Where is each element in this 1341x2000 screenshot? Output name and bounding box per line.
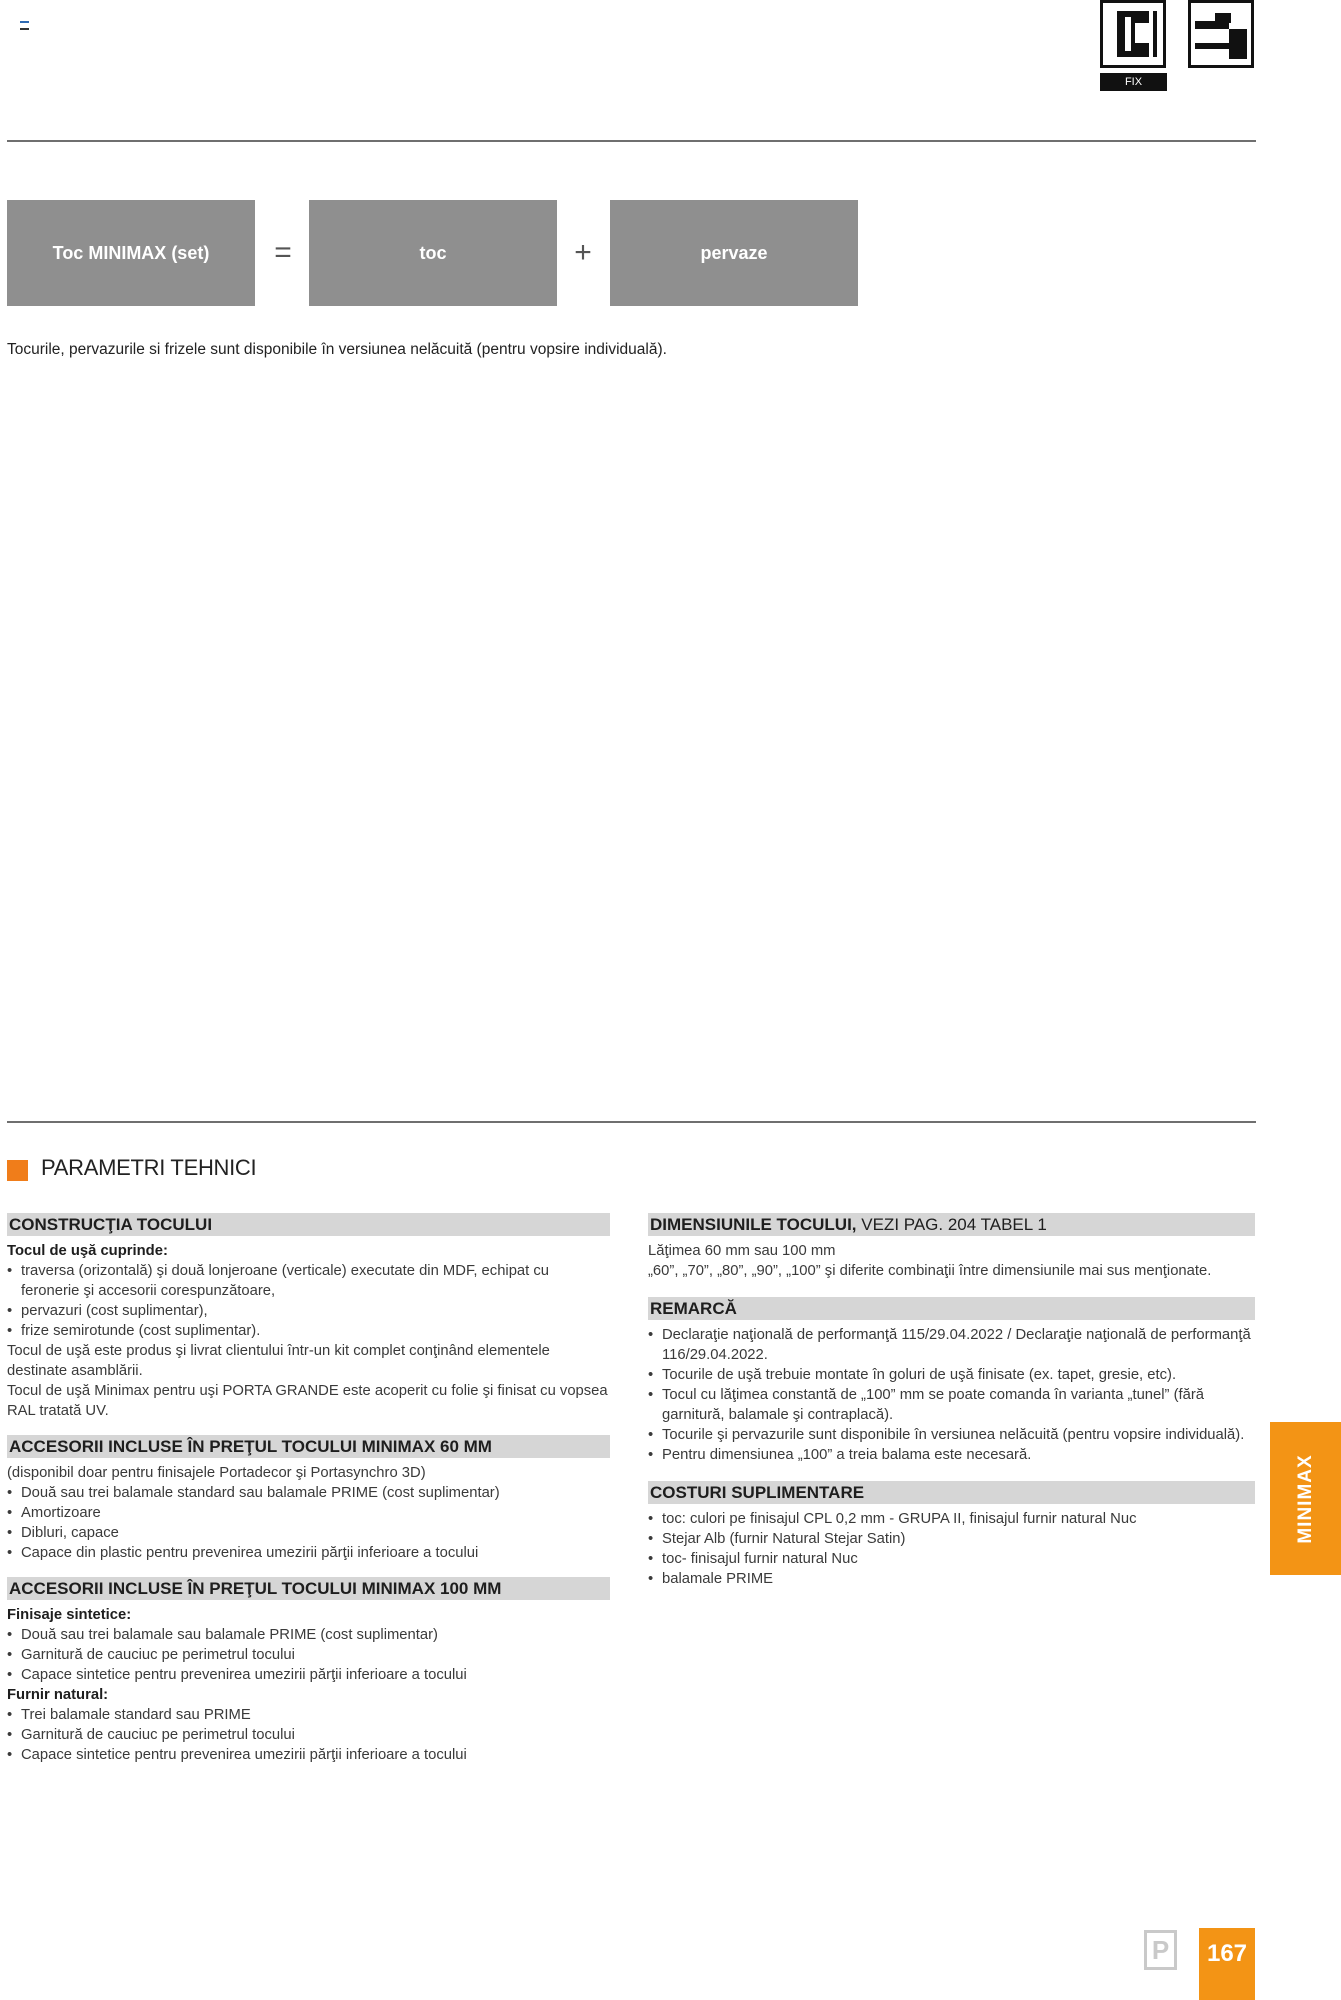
list-item: • Trei balamale standard sau PRIME — [7, 1705, 610, 1725]
formula-box-trims: pervaze — [610, 200, 858, 306]
brand-logo-icon: P — [1144, 1930, 1177, 1970]
synthetic-finishes-list — [7, 1625, 610, 1685]
list-item: • toc- finisajul furnir natural Nuc — [648, 1549, 1255, 1569]
natural-veneer-list — [7, 1705, 610, 1765]
list-item: • Tocurile şi pervazurile sunt disponibile în versiunea nelăcuită (pentru vopsire individuală). — [648, 1425, 1255, 1445]
fix-label: FIX — [1100, 73, 1167, 91]
construction-subheading: Tocul de uşă cuprinde: — [7, 1243, 168, 1259]
costs-list — [648, 1509, 1255, 1589]
section-square-icon — [7, 1160, 28, 1181]
right-column — [648, 1213, 1255, 1589]
section-title: PARAMETRI TEHNICI — [41, 1155, 257, 1180]
list-item: • toc: culori pe finisajul CPL 0,2 mm - GRUPA II, finisajul furnir natural Nuc — [648, 1509, 1255, 1529]
accessories-60-intro: (disponibil doar pentru finisajele Portadecor şi Portasynchro 3D) — [7, 1465, 426, 1481]
list-item: • Declaraţie naţională de performanţă 115/29.04.2022 / Declaraţie naţională de performanţă 116/29.04.2022. — [648, 1325, 1255, 1365]
plus-sign: + — [574, 236, 592, 269]
list-item: • Garnitură de cauciuc pe perimetrul tocului — [7, 1645, 610, 1665]
list-item: • Două sau trei balamale standard sau balamale PRIME (cost suplimentar) — [7, 1483, 610, 1503]
equals-sign: = — [274, 236, 292, 269]
left-column — [7, 1213, 610, 1765]
accessories-60-list — [7, 1483, 610, 1563]
list-item: • balamale PRIME — [648, 1569, 1255, 1589]
minimax-side-tab: MINIMAX — [1270, 1422, 1341, 1575]
list-item: • Tocurile de uşă trebuie montate în goluri de uşă finisate (ex. tapet, gresie, etc). — [648, 1365, 1255, 1385]
construction-paragraph: Tocul de uşă este produs şi livrat clientului într-un kit complet conţinând elementele destinate asamblării. — [7, 1343, 550, 1379]
construction-paragraph: Tocul de uşă Minimax pentru uşi PORTA GRANDE este acoperit cu folie şi finisat cu vopsea RAL tratată UV. — [7, 1383, 608, 1419]
accessories-60-heading: ACCESORII INCLUSE ÎN PREŢUL TOCULUI MINIMAX 60 MM — [7, 1435, 610, 1458]
accessories-100-heading: ACCESORII INCLUSE ÎN PREŢUL TOCULUI MINIMAX 100 MM — [7, 1577, 610, 1600]
formula-box-set: Toc MINIMAX (set) — [7, 200, 255, 306]
list-item: • Dibluri, capace — [7, 1523, 610, 1543]
list-item: • Tocul cu lăţimea constantă de „100” mm se poate comanda în varianta „tunel” (fără garnitură, balamale şi contraplacă). — [648, 1385, 1255, 1425]
menu-icon — [20, 21, 29, 30]
frame-profile-icon — [1100, 0, 1166, 68]
list-item: • Capace sintetice pentru prevenirea umezirii părţii inferioare a tocului — [7, 1665, 610, 1685]
dimensions-heading: DIMENSIUNILE TOCULUI, VEZI PAG. 204 TABEL 1 — [648, 1213, 1255, 1236]
list-item: • Două sau trei balamale sau balamale PRIME (cost suplimentar) — [7, 1625, 610, 1645]
formula-box-frame: toc — [309, 200, 557, 306]
dimensions-width: Lăţimea 60 mm sau 100 mm — [648, 1243, 836, 1259]
natural-veneer-subheading: Furnir natural: — [7, 1687, 109, 1703]
section-divider — [7, 1121, 1256, 1123]
costs-heading: COSTURI SUPLIMENTARE — [648, 1481, 1255, 1504]
remark-heading: REMARCĂ — [648, 1297, 1255, 1320]
dimensions-sizes: „60”, „70”, „80”, „90”, „100” şi diferite combinaţii între dimensiunile mai sus menţionate. — [648, 1263, 1212, 1279]
top-divider — [7, 140, 1256, 142]
list-item: • pervazuri (cost suplimentar), — [7, 1301, 610, 1321]
availability-note: Tocurile, pervazurile si frizele sunt disponibile în versiunea nelăcuită (pentru vopsire individuală). — [7, 341, 667, 358]
page-number: 167 — [1199, 1928, 1255, 2000]
frame-fix-icon — [1188, 0, 1254, 68]
list-item: • traversa (orizontală) şi două lonjeroane (verticale) executate din MDF, echipat cu feronerie şi accesorii corespunzătoare, — [7, 1261, 610, 1301]
list-item: • Capace sintetice pentru prevenirea umezirii părţii inferioare a tocului — [7, 1745, 610, 1765]
construction-heading: CONSTRUCŢIA TOCULUI — [7, 1213, 610, 1236]
list-item: • frize semirotunde (cost suplimentar). — [7, 1321, 610, 1341]
remark-list — [648, 1325, 1255, 1465]
list-item: • Garnitură de cauciuc pe perimetrul tocului — [7, 1725, 610, 1745]
construction-list — [7, 1261, 610, 1341]
list-item: • Amortizoare — [7, 1503, 610, 1523]
list-item: • Stejar Alb (furnir Natural Stejar Satin) — [648, 1529, 1255, 1549]
synthetic-finishes-subheading: Finisaje sintetice: — [7, 1607, 132, 1623]
list-item: • Pentru dimensiunea „100” a treia balama este necesară. — [648, 1445, 1255, 1465]
list-item: • Capace din plastic pentru prevenirea umezirii părţii inferioare a tocului — [7, 1543, 610, 1563]
